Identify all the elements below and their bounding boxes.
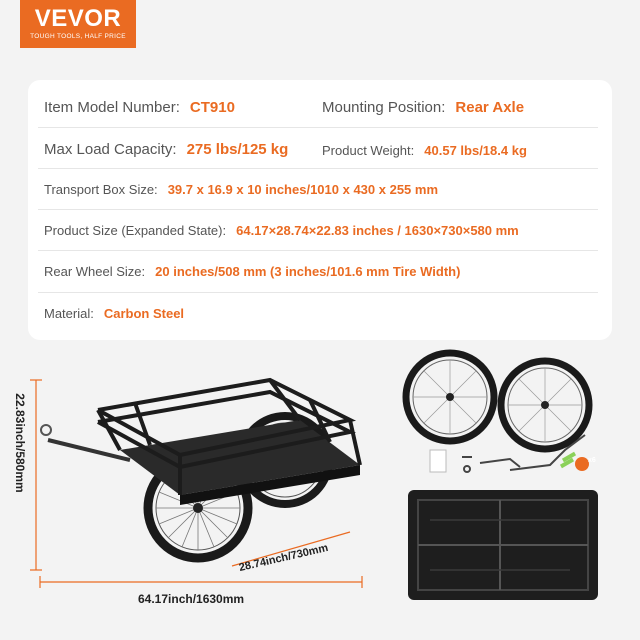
spec-label: Item Model Number: bbox=[44, 99, 180, 116]
manual-icon bbox=[430, 450, 446, 472]
divider bbox=[38, 292, 598, 293]
spec-model-number bbox=[44, 99, 235, 116]
spare-wheel-right bbox=[501, 361, 589, 449]
spec-transport-box bbox=[44, 182, 438, 197]
brand-logo bbox=[20, 0, 136, 48]
spec-max-load bbox=[44, 141, 288, 158]
height-dimension-line bbox=[30, 380, 42, 570]
divider bbox=[38, 168, 598, 169]
height-dimension-label: 22.83inch/580mm bbox=[13, 393, 27, 493]
length-dimension-line bbox=[40, 576, 362, 588]
spec-value: Carbon Steel bbox=[103, 306, 185, 321]
spec-material bbox=[44, 306, 184, 321]
width-dimension-label: 28.74inch/730mm bbox=[237, 541, 330, 575]
spec-value: 40.57 lbs/18.4 kg bbox=[424, 143, 527, 158]
spec-label: Rear Wheel Size: bbox=[44, 264, 146, 279]
spec-label: Product Size (Expanded State): bbox=[44, 223, 227, 238]
divider bbox=[38, 250, 598, 251]
spec-product-size bbox=[44, 223, 519, 238]
brand-name: VEVOR bbox=[34, 5, 122, 32]
spec-label: Transport Box Size: bbox=[44, 182, 158, 197]
brand-tagline: TOUGH TOOLS, HALF PRICE bbox=[30, 33, 126, 40]
length-dimension-label: 64.17inch/1630mm bbox=[138, 592, 245, 606]
folded-frame bbox=[408, 490, 598, 600]
spec-label: Max Load Capacity: bbox=[44, 141, 177, 158]
spec-product-weight bbox=[322, 143, 527, 158]
spec-label: Material: bbox=[44, 306, 94, 321]
divider bbox=[38, 127, 598, 128]
spec-value: Rear Axle bbox=[455, 99, 525, 116]
screws-icon bbox=[560, 452, 589, 471]
hitch-icon bbox=[41, 425, 51, 435]
spec-value: 39.7 x 16.9 x 10 inches/1010 x 430 x 255 mm bbox=[167, 182, 439, 197]
spec-label: Product Weight: bbox=[322, 143, 415, 158]
spec-label: Mounting Position: bbox=[322, 99, 446, 116]
spec-card bbox=[28, 80, 612, 340]
spec-value: 275 lbs/125 kg bbox=[186, 141, 289, 158]
spec-value: CT910 bbox=[189, 99, 235, 116]
spec-mounting-position bbox=[322, 99, 524, 116]
spare-wheel-left bbox=[406, 353, 494, 441]
divider bbox=[38, 209, 598, 210]
screw-count-badge: x6 bbox=[588, 457, 596, 464]
package-contents bbox=[400, 345, 630, 625]
spec-value: 64.17×28.74×22.83 inches / 1630×730×580 mm bbox=[236, 223, 519, 238]
spec-value: 20 inches/508 mm (3 inches/101.6 mm Tire Width) bbox=[155, 264, 461, 279]
spec-rear-wheel bbox=[44, 264, 460, 279]
